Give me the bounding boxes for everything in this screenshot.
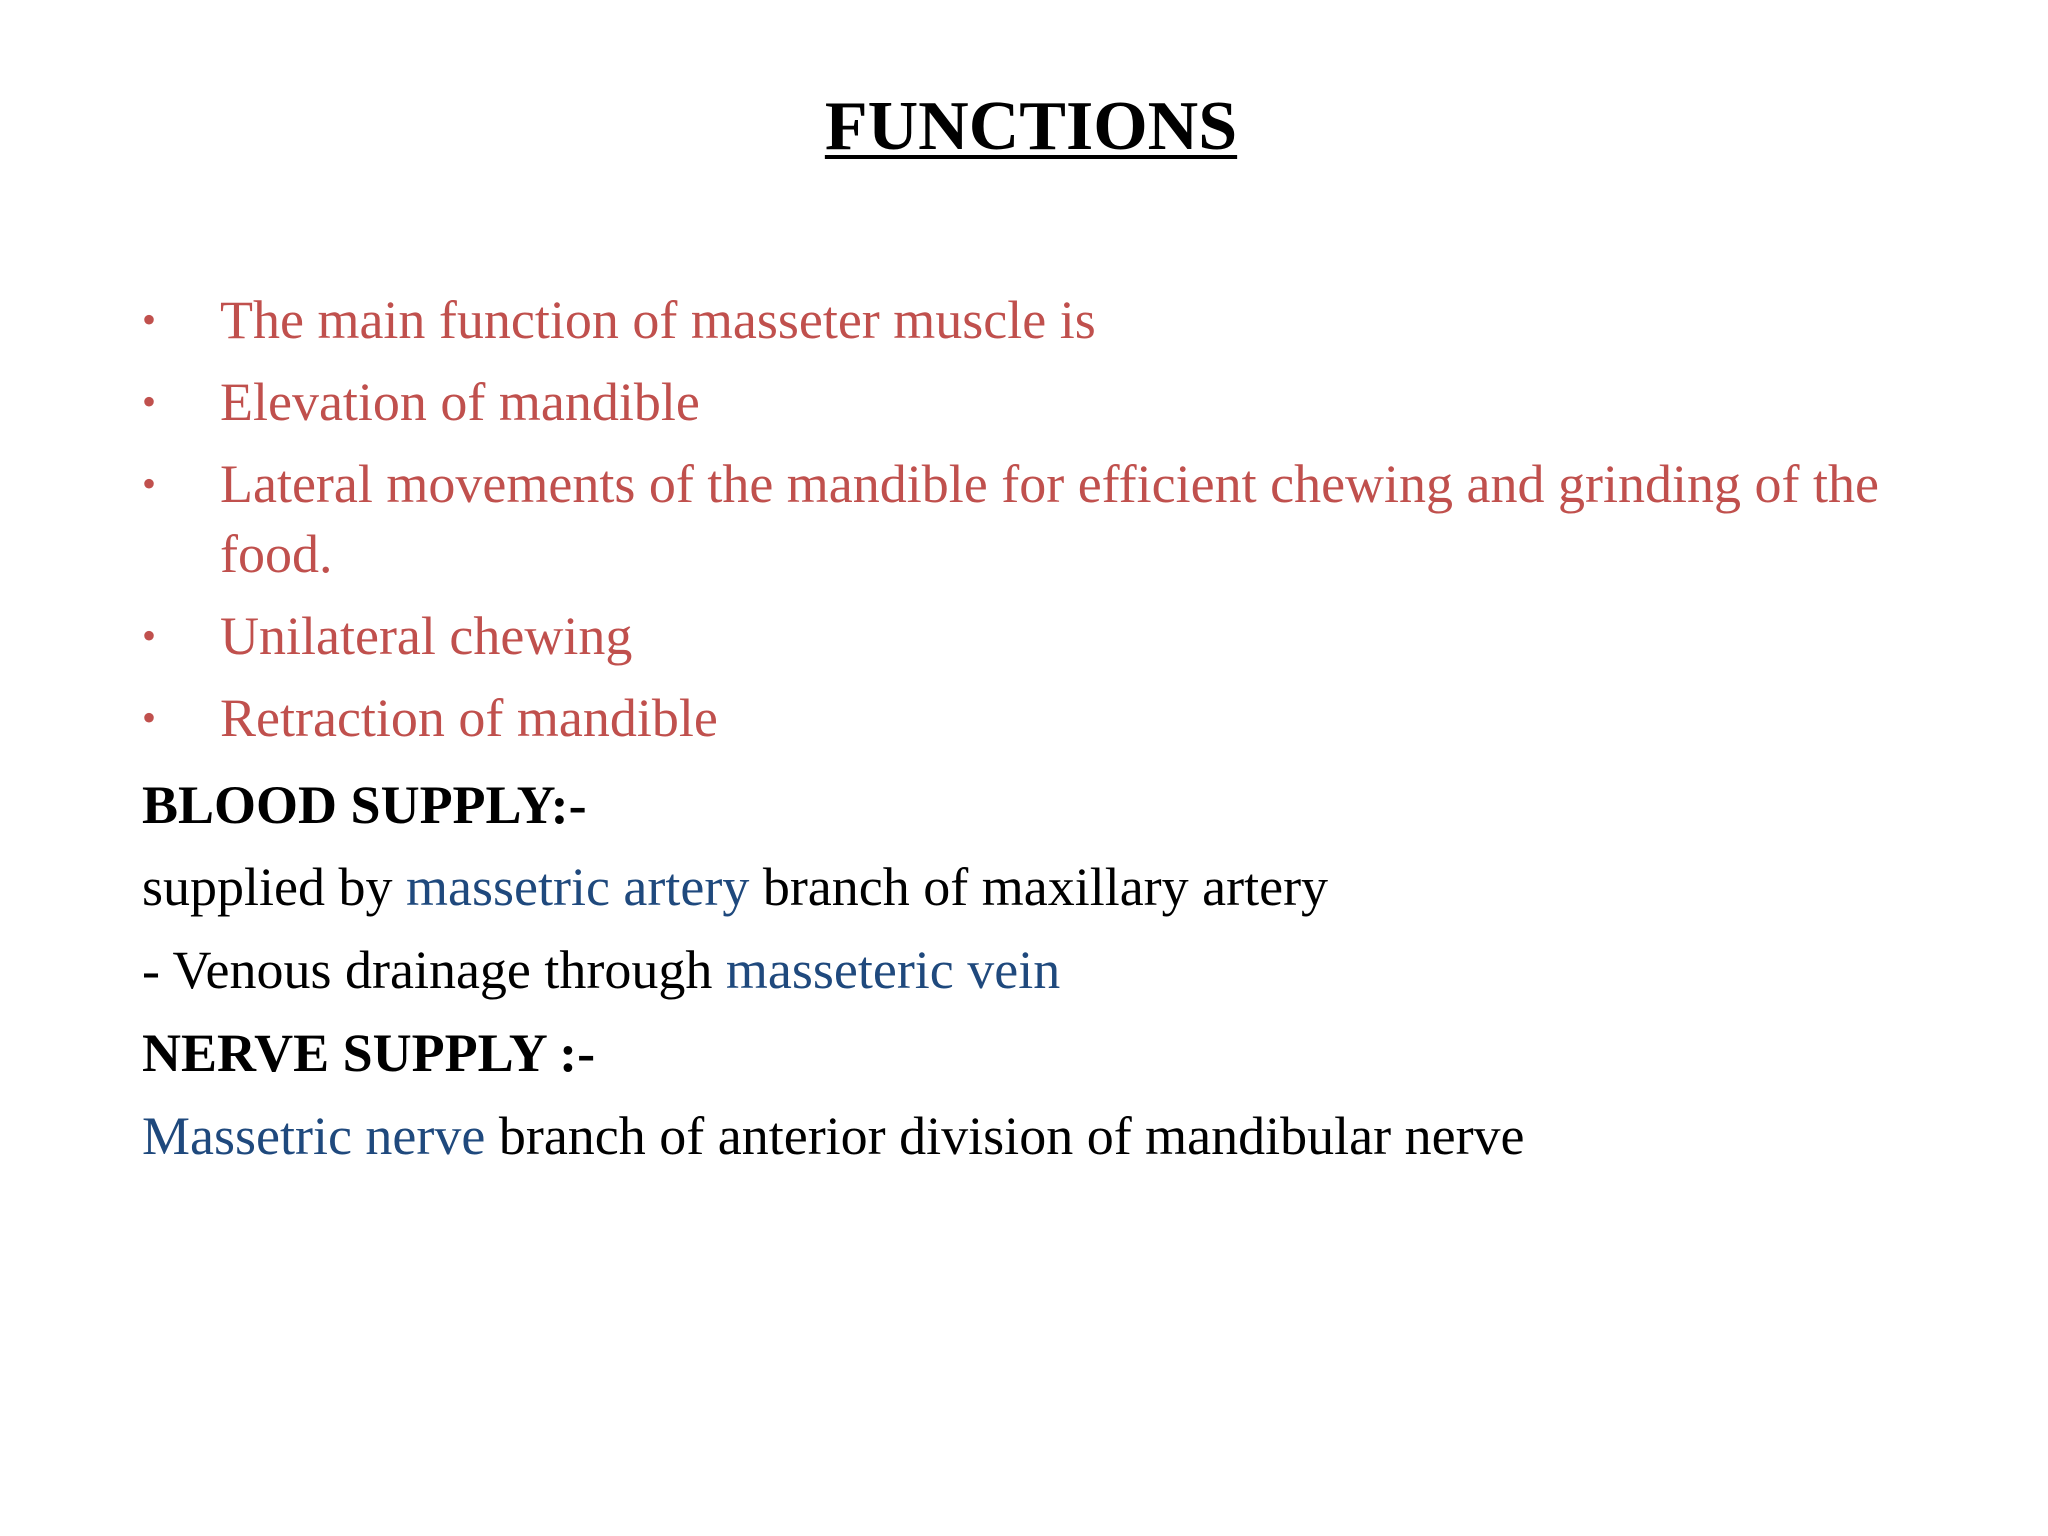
- massetric-nerve-term: Massetric nerve: [142, 1106, 486, 1166]
- bullet-text: Elevation of mandible: [220, 372, 700, 432]
- masseteric-vein-term: masseteric vein: [725, 940, 1061, 1000]
- blood-supply-artery-line: [142, 852, 1942, 922]
- artery-line-suffix: branch of maxillary artery: [749, 857, 1329, 917]
- bullet-icon: •: [142, 297, 157, 342]
- nerve-supply-heading: NERVE SUPPLY :-: [142, 1023, 596, 1083]
- nerve-supply-line: [142, 1101, 1942, 1171]
- slide-title: FUNCTIONS: [824, 88, 1238, 165]
- functions-list: [142, 285, 1942, 765]
- list-item: [142, 285, 1942, 355]
- vein-line-prefix: - Venous drainage through: [142, 940, 726, 1000]
- blood-supply-heading: BLOOD SUPPLY:-: [142, 775, 587, 835]
- bullet-text: Lateral movements of the mandible for efficient chewing and grinding of the food.: [220, 454, 1879, 584]
- bullet-text: Unilateral chewing: [220, 606, 633, 666]
- bullet-icon: •: [142, 695, 157, 740]
- bullet-icon: •: [142, 613, 157, 658]
- blood-supply-vein-line: [142, 935, 1942, 1005]
- bullet-icon: •: [142, 461, 157, 506]
- bullet-text: Retraction of mandible: [220, 688, 718, 748]
- nerve-line-suffix: branch of anterior division of mandibular nerve: [485, 1106, 1525, 1166]
- list-item: [142, 449, 1942, 589]
- bullet-text: The main function of masseter muscle is: [220, 290, 1096, 350]
- artery-line-prefix: supplied by: [142, 857, 406, 917]
- list-item: [142, 367, 1942, 437]
- list-item: [142, 601, 1942, 671]
- list-item: [142, 683, 1942, 753]
- bullet-icon: •: [142, 379, 157, 424]
- massetric-artery-term: massetric artery: [406, 857, 750, 917]
